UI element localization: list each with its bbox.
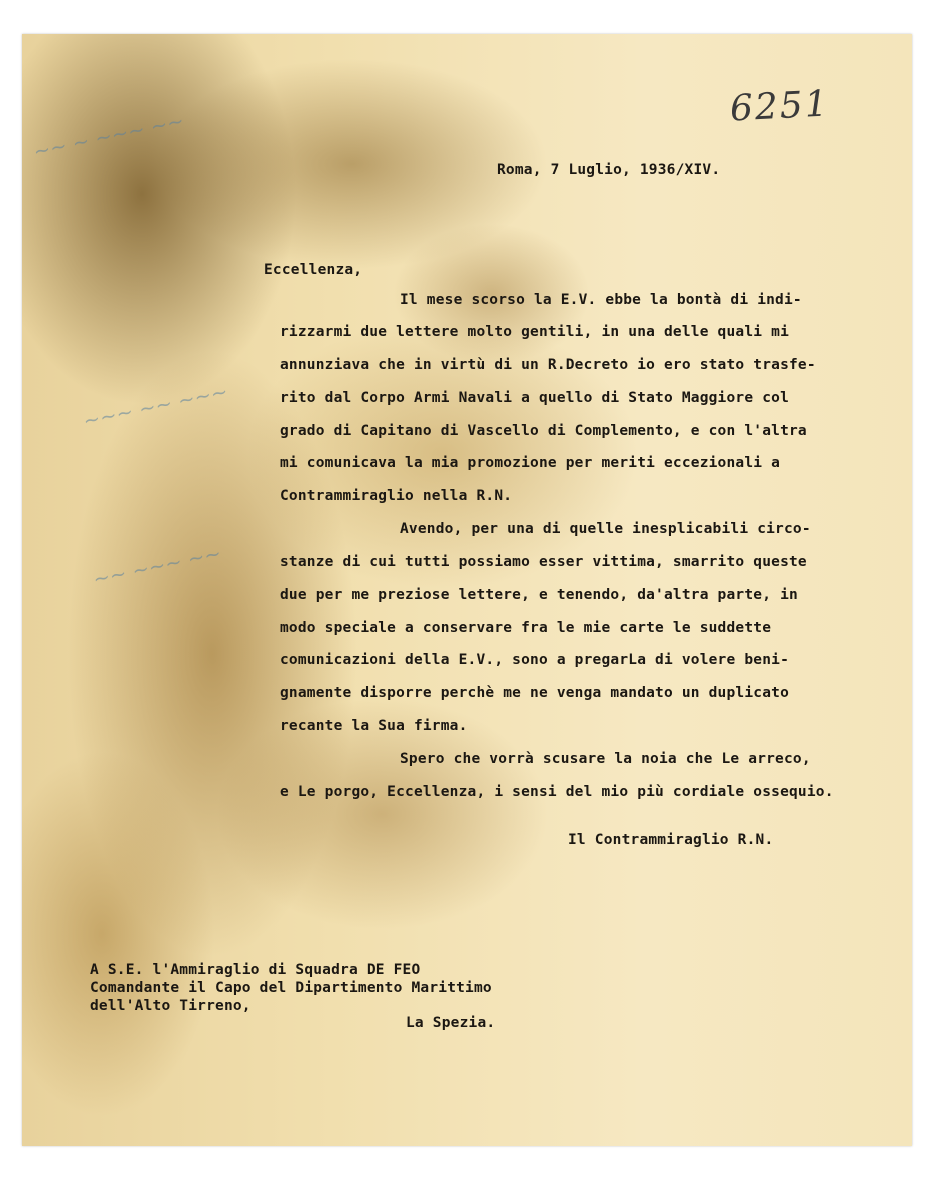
body-line: recante la Sua firma.	[280, 718, 468, 734]
body-line: e Le porgo, Eccellenza, i sensi del mio più cordiale ossequio.	[280, 784, 834, 800]
body-line: comunicazioni della E.V., sono a pregarLa di volere beni-	[280, 652, 789, 668]
addressee-line: A S.E. l'Ammiraglio di Squadra DE FEO	[90, 962, 421, 978]
letter-page	[22, 34, 912, 1146]
faded-handwriting: ~~ ~ ~~~ ~~	[31, 108, 186, 164]
addressee-line: dell'Alto Tirreno,	[90, 998, 251, 1014]
addressee-city: La Spezia.	[406, 1015, 496, 1031]
body-line: Spero che vorrà scusare la noia che Le arreco,	[400, 751, 811, 767]
body-line: Contrammiraglio nella R.N.	[280, 488, 513, 504]
body-line: Il mese scorso la E.V. ebbe la bontà di indi-	[400, 292, 802, 308]
body-line: annunziava che in virtù di un R.Decreto io ero stato trasfe-	[280, 357, 816, 373]
body-line: Avendo, per una di quelle inesplicabili circo-	[400, 521, 811, 537]
body-line: rito dal Corpo Armi Navali a quello di Stato Maggiore col	[280, 390, 789, 406]
body-line: due per me preziose lettere, e tenendo, da'altra parte, in	[280, 587, 798, 603]
salutation: Eccellenza,	[264, 262, 363, 278]
body-line: stanze di cui tutti possiamo esser vittima, smarrito queste	[280, 554, 807, 570]
faded-handwriting: ~~ ~~~ ~~	[90, 540, 224, 592]
body-line: rizzarmi due lettere molto gentili, in una delle quali mi	[280, 324, 789, 340]
dateline: Roma, 7 Luglio, 1936/XIV.	[497, 162, 721, 178]
faded-handwriting: ~~~ ~~ ~~~	[81, 379, 230, 433]
body-line: gnamente disporre perchè me ne venga mandato un duplicato	[280, 685, 789, 701]
body-line: grado di Capitano di Vascello di Complemento, e con l'altra	[280, 423, 807, 439]
body-line: modo speciale a conservare fra le mie carte le suddette	[280, 620, 772, 636]
body-line: mi comunicava la mia promozione per meriti eccezionali a	[280, 455, 781, 471]
archive-number: 6251	[728, 83, 831, 130]
addressee-line: Comandante il Capo del Dipartimento Marittimo	[90, 980, 492, 996]
signoff: Il Contrammiraglio R.N.	[568, 832, 774, 848]
